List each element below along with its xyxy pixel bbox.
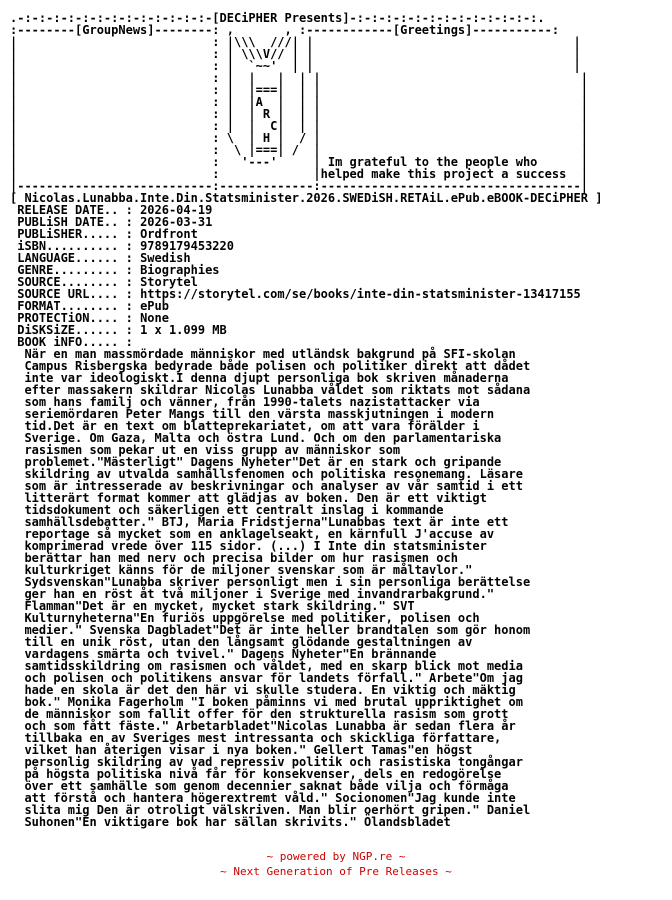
genre-value: Biographies	[140, 263, 220, 277]
language-label: LANGUAGE...... :	[17, 251, 133, 265]
source-url-label: SOURCE URL.... :	[17, 287, 133, 301]
publisher-value: Ordfront	[140, 227, 198, 241]
nfo-document	[10, 12, 602, 828]
footer-powered-by[interactable]: ~ powered by NGP.re ~	[266, 850, 406, 863]
nfo-header-art: .-:-:-:-:-:-:-:-:-:-:-:-:-:-[DECiPHER Presents]-:-:-:-:-:-:-:-:-:-:-:-:-:. :--------[GroupNews]--------: , , :------------[Greetings]-----------: | : |\\\ ///| | | | : | \\\V// | | | | : | `~~' | | | | : | | | | | | | : | |===| | | | | : | |A | | | | | : | | R | | | | | : | | C| | | | | : \ | H | / | | | : \ |===| / | | | : '---' | Im grateful to the people who | | : |helped make this project a success | |---------------------------:-------------:------------------------------------| [ Nicolas.Lunabba.Inte.Din.Statsminister.2026.SWEDiSH.RETAiL.ePub.eBOOK-DECiPHER ]	[10, 11, 603, 205]
source-label: SOURCE........ :	[17, 275, 133, 289]
disksize-label: DiSKSiZE...... :	[17, 323, 133, 337]
book-info-text	[10, 348, 602, 828]
footer-tagline: ~ Next Generation of Pre Releases ~	[220, 865, 452, 878]
footer	[0, 849, 672, 879]
language-value: Swedish	[140, 251, 191, 265]
release-date-label: RELEASE DATE.. :	[17, 203, 133, 217]
book-info-label: BOOK iNFO..... :	[17, 335, 133, 349]
protection-label: PROTECTiON.... :	[17, 311, 133, 325]
release-info-list	[10, 204, 602, 348]
isbn-label: iSBN.......... :	[17, 239, 133, 253]
publisher-label: PUBLiSHER..... :	[17, 227, 133, 241]
publish-date-value: 2026-03-31	[140, 215, 213, 229]
release-date-value: 2026-04-19	[140, 203, 213, 217]
isbn-value: 9789179453220	[140, 239, 234, 253]
source-url-value[interactable]: https://storytel.com/se/books/inte-din-statsminister-13417155	[140, 287, 581, 301]
genre-label: GENRE......... :	[17, 263, 133, 277]
format-value: ePub	[140, 299, 169, 313]
book-info-body: När en man massmördade människor med utländsk bakgrund på SFI-skolan Campus Risbergska bedyrade både polisen och politiker direkt att dådet inte var ideologiskt.I denna djupt personliga bok skriven månaderna efter massakern skildrar Nicolas Lunabba våldet som riktats mot sådana som hans familj och vänner, från 1990-talets nazistattacker via seriemördaren Peter Mangs till den värsta masskjutningen i modern tid.Det är en text om blatteprekariatet, om att vara förälder i Sverige. Om Gaza, Malta och östra Lund. Och om den parlamentariska rasismen som pekar ut en viss grupp av människor som problemet."Mästerligt" Dagens Nyheter"Det är en stark och gripande skildring av utvalda samhällsfenomen och politiska resonemang. Läsare som är intresserade av beskrivningar och analyser av vår samtid i ett litterärt format kommer att glädjas av boken. Den är ett viktigt tidsdokument och säkerligen ett centralt inslag i kommande samhällsdebatter." BTJ, Maria Fridstjerna"Lunabbas text är inte ett reportage så mycket som en anklagelseakt, en kärnfull J'accuse av komprimerad vrede över 115 sidor. (...) I Inte din statsminister berättar han med nerv och precisa bilder om hur rasismen och kulturkriget känns för de miljoner svenskar som är måltavlor." Sydsvenskan"Lunabba skriver personligt men i sin personliga berättelse ger han en röst åt två miljoner i Sverige med invandrarbakgrund." Flamman"Det är en mycket, mycket stark skildring." SVT Kulturnyheterna"En furiös uppgörelse med politiker, polisen och medier." Svenska Dagbladet"Det är inte heller brandtalen som gör honom till en unik röst, utan den långsamt glödande gestaltningen av vardagens smärta och tvivel." Dagens Nyheter"En brännande samtidsskildring om rasismen och våldet, med en skarp blick mot media och polisen och politikens ansvar för landets förfall." Arbete"Om jag hade en skola är det den här vi skulle studera. En viktig och mäktig bok." Monika Fagerholm "I boken påminns vi med brutal uppriktighet om de människor som fallit offer för den strukturella rasism som grott och som fått fäste." Arbetarbladet"Nicolas Lunabba är sedan flera år tillbaka en av Sveriges mest intressanta och skickliga författare, vilket han återigen visar i nya boken." Gellert Tamas"en högst personlig skildring av vad repressiv politik och rasistiska tongångar på högsta politiska nivå får för konsekvenser, dels en redogörelse över ett samhälle som genom decennier saknat både vilja och förmåga att förstå och hantera högerextremt våld." Socionomen"Jag kunde inte slita mig Den är otroligt välskriven. Man blir oerhört gripen." Daniel Suhonen"En viktigare bok har sällan skrivits." Ölandsbladet	[24, 347, 531, 829]
protection-value: None	[140, 311, 169, 325]
publish-date-label: PUBLiSH DATE.. :	[17, 215, 133, 229]
format-label: FORMAT........ :	[17, 299, 133, 313]
source-value: Storytel	[140, 275, 198, 289]
disksize-value: 1 x 1.099 MB	[140, 323, 227, 337]
